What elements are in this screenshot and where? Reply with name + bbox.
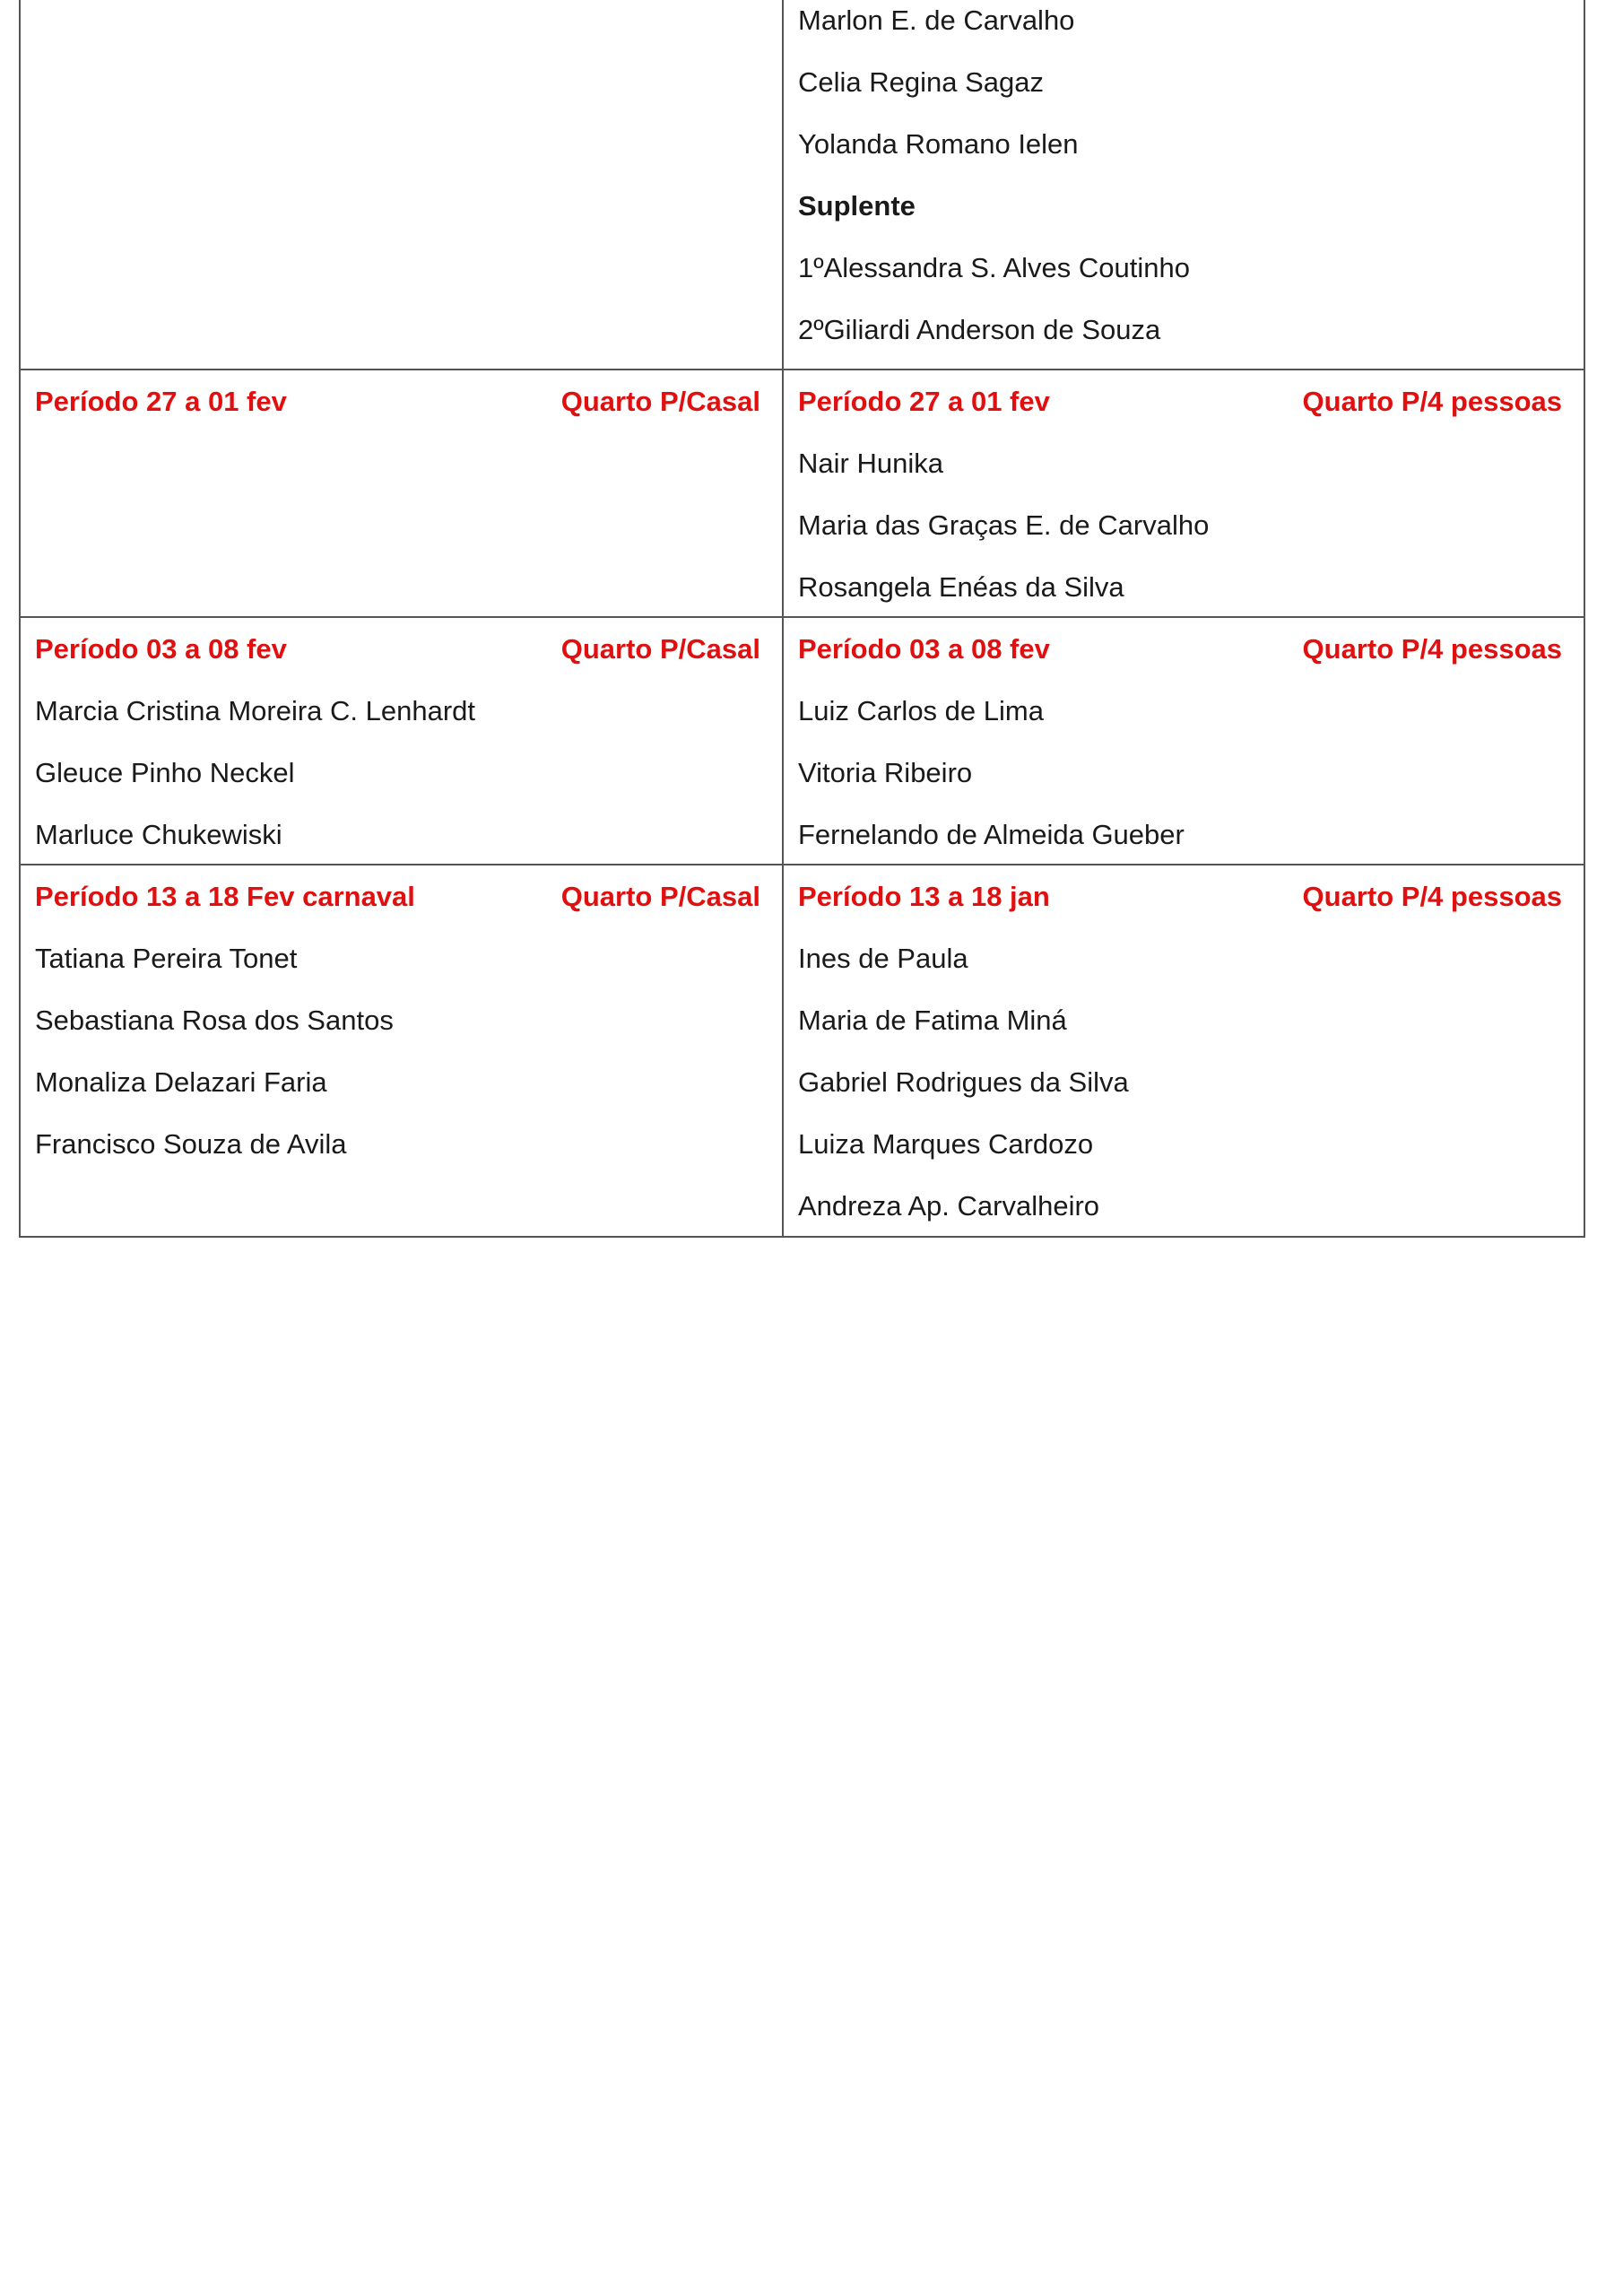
name-line: Marlon E. de Carvalho <box>798 4 1075 36</box>
suplente-line: 1ºAlessandra S. Alves Coutinho <box>798 252 1190 283</box>
suplente-label: Suplente <box>798 190 916 222</box>
period-label: Período 13 a 18 jan <box>798 881 1050 912</box>
name-line: Nair Hunika <box>798 448 943 479</box>
period-label: Período 27 a 01 fev <box>35 386 287 417</box>
room-label: Quarto P/Casal <box>560 386 760 417</box>
suplente-line: 2ºGiliardi Anderson de Souza <box>798 314 1161 345</box>
name-line: Maria de Fatima Miná <box>798 1004 1067 1036</box>
room-label: Quarto P/4 pessoas <box>1302 633 1562 665</box>
period-header <box>798 618 1562 680</box>
name-line: Rosangela Enéas da Silva <box>798 571 1124 603</box>
row1-right-cell <box>784 0 1584 370</box>
period-header <box>35 370 760 432</box>
row2-left-cell <box>21 370 784 618</box>
name-line: Yolanda Romano Ielen <box>798 128 1079 160</box>
name-line: Fernelando de Almeida Gueber <box>798 819 1185 850</box>
period-header <box>35 618 760 680</box>
row3-right-cell <box>784 618 1584 865</box>
row4-left-cell <box>21 865 784 1237</box>
row1-left-cell <box>21 0 784 370</box>
period-label: Período 03 a 08 fev <box>798 633 1050 665</box>
period-label: Período 27 a 01 fev <box>798 386 1050 417</box>
name-line: Francisco Souza de Avila <box>35 1128 347 1160</box>
period-header <box>798 370 1562 432</box>
name-line: Celia Regina Sagaz <box>798 66 1045 98</box>
name-line: Tatiana Pereira Tonet <box>35 943 298 974</box>
name-line: Gabriel Rodrigues da Silva <box>798 1066 1129 1098</box>
name-line: Marcia Cristina Moreira C. Lenhardt <box>35 695 476 726</box>
name-line: Sebastiana Rosa dos Santos <box>35 1004 394 1036</box>
room-label: Quarto P/4 pessoas <box>1302 386 1562 417</box>
name-line: Vitoria Ribeiro <box>798 757 973 788</box>
name-line: Ines de Paula <box>798 943 968 974</box>
period-header <box>35 865 760 927</box>
row4-right-cell <box>784 865 1584 1237</box>
row2-right-cell <box>784 370 1584 618</box>
row3-left-cell <box>21 618 784 865</box>
room-label: Quarto P/4 pessoas <box>1302 881 1562 912</box>
name-line: Luiza Marques Cardozo <box>798 1128 1094 1160</box>
name-line: Gleuce Pinho Neckel <box>35 757 295 788</box>
name-line: Luiz Carlos de Lima <box>798 695 1044 726</box>
name-line: Monaliza Delazari Faria <box>35 1066 327 1098</box>
room-label: Quarto P/Casal <box>560 881 760 912</box>
period-label: Período 03 a 08 fev <box>35 633 287 665</box>
name-line: Maria das Graças E. de Carvalho <box>798 509 1210 541</box>
allocation-table <box>19 0 1585 1238</box>
room-label: Quarto P/Casal <box>560 633 760 665</box>
name-line: Marluce Chukewiski <box>35 819 282 850</box>
period-header <box>798 865 1562 927</box>
period-label: Período 13 a 18 Fev carnaval <box>35 881 415 912</box>
name-line: Andreza Ap. Carvalheiro <box>798 1190 1100 1222</box>
